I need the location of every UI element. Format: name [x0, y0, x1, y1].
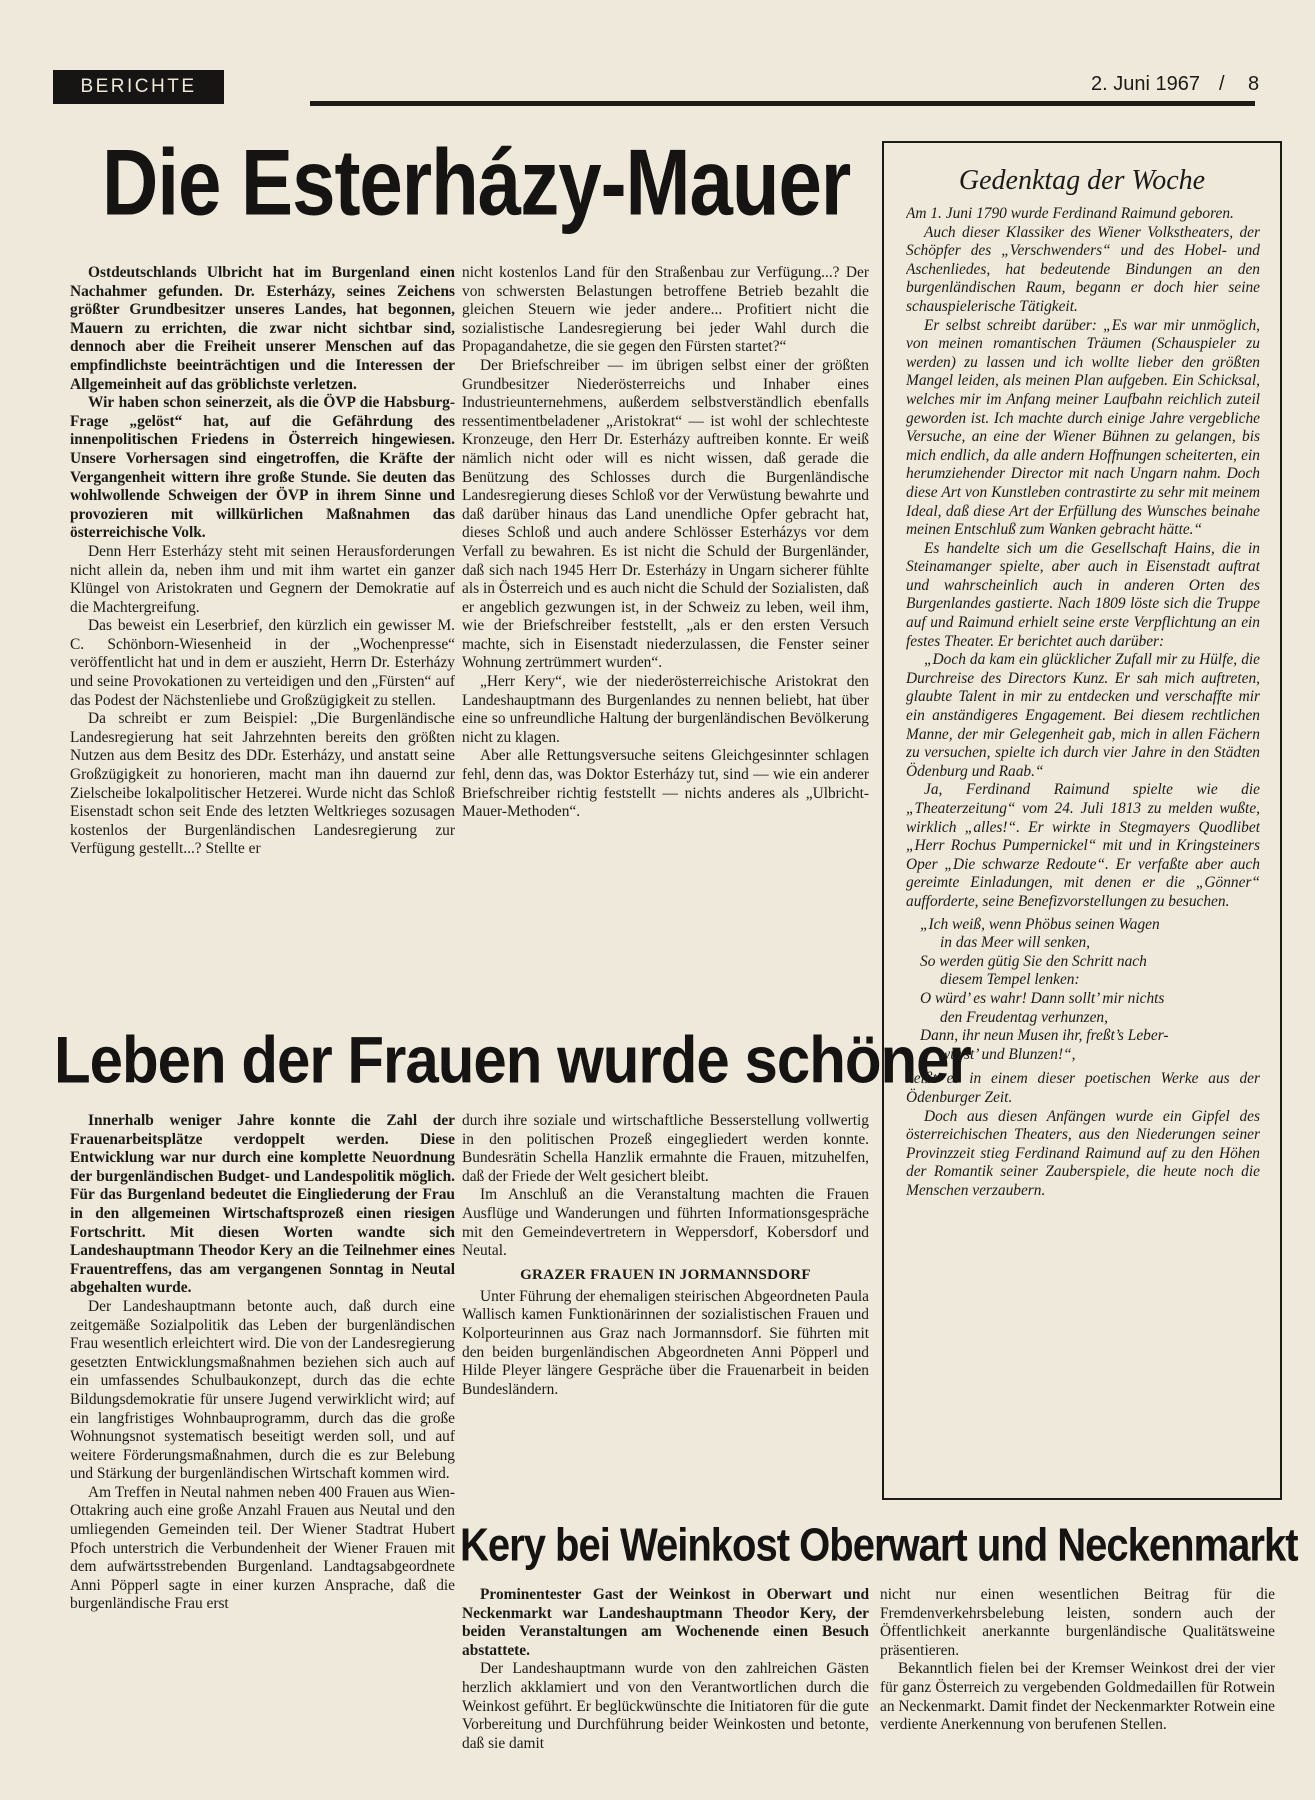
sidebar-title: Gedenktag der Woche	[958, 165, 1206, 196]
article1-lead: Ostdeutschlands Ulbricht hat im Burgenland einen Nachahmer gefunden. Dr. Esterházy, seines Zeichens größter Grundbesitzer unseres Landes, hat begonnen, Mauern zu errichten, die zwar nicht sichtbar sind, dennoch aber die Freiheit unserer Menschen auf das empfindlichste beeinträchtigen und die Interessen der Allgemeinheit auf das gröblichste verletzen.	[70, 264, 455, 393]
article1-paragraph: Denn Herr Esterházy steht mit seinen Herausforderungen nicht allein da, neben ihm und mit ihm wartet ein ganzer Klüngel von Aristokraten und Gegnern der Demokratie auf die Machtergreifung.	[70, 542, 455, 616]
article3-column-2	[880, 1586, 1275, 1786]
article3-paragraph: Der Landeshauptmann wurde von den zahlreichen Gästen herzlich akklamiert und von den Verantwortlichen durch die Weinkost geführt. Er beglückwünschte die Initiatoren für die gute Vorbereitung und Durchführung beider Weinkosten und betonte, daß sie damit	[462, 1660, 869, 1752]
article2-column-2	[462, 1112, 869, 1512]
sidebar-box	[882, 141, 1282, 1500]
poem-line: diesem Tempel lenken:	[940, 971, 1080, 989]
article1-paragraph: Aber alle Rettungsversuche seitens Gleichgesinnter schlagen fehl, denn das, was Doktor Esterházy tut, sind — wie ein anderer Briefschreiber richtig feststellt — nichts anderes als „Ulbricht-Mauer-Methoden“.	[462, 747, 869, 821]
sidebar-paragraph: Ja, Ferdinand Raimund spielte wie die „Theaterzeitung“ vom 24. Juli 1813 zu melden wußte, wirklich „alles!“. Er wirkte in Stegmayers Quodlibet „Herr Rochus Pumpernickel“ mit und in Kringsteiners Oper „Die schwarze Redoute“. Er verfaßte aber auch gereimte Einladungen, mit denen er die „Gönner“ aufforderte, seine Benefizvorstellungen zu besuchen.	[906, 781, 1260, 910]
poem-line: „Ich weiß, wenn Phöbus seinen Wagen	[920, 915, 1160, 933]
article2-lead: Innerhalb weniger Jahre konnte die Zahl der Frauenarbeitsplätze verdoppelt werden. Diese Entwicklung war nur durch eine komplette Neuordnung der burgenländischen Budget- und Landespolitik möglich. Für das Burgenland bedeutet die Eingliederung der Frau in den allgemeinen Wirtschaftsprozeß einen riesigen Fortschritt. Mit diesen Worten wandte sich Landeshauptmann Theodor Kery an die Teilnehmer eines Frauentreffens, das am vergangenen Sonntag in Neutal abgehalten wurde.	[70, 1112, 455, 1297]
sidebar-paragraph: Auch dieser Klassiker des Wiener Volkstheaters, der Schöpfer des „Verschwenders“ und des Hobel- und Aschenliedes, hat bedeutende Bindungen an den burgenländischen Raum, begann er doch hier seine schauspielerische Tätigkeit.	[906, 223, 1260, 315]
header-rule	[310, 101, 1255, 106]
poem-line: Dann, ihr neun Musen ihr, freßt’s Leber-	[920, 1027, 1169, 1045]
article3-paragraph: nicht nur einen wesentlichen Beitrag für die Fremdenverkehrsbelebung leisten, sondern auch der Öffentlichkeit anerkannte burgenländische Qualitätsweine präsentieren.	[880, 1586, 1275, 1659]
sidebar-body	[906, 205, 1260, 1490]
sidebar-paragraph: Am 1. Juni 1790 wurde Ferdinand Raimund geboren.	[906, 205, 1234, 222]
section-label: BERICHTE	[80, 76, 197, 97]
sidebar-paragraph: Doch aus diesen Anfängen wurde ein Gipfel des österreichischen Theaters, aus den Niederungen seiner Provinzzeit stieg Ferdinand Raimund auf zu den Höhen der Romantik seiner Zauberspiele, die heute noch die Menschen verzaubern.	[906, 1107, 1260, 1199]
sidebar-paragraph: „Doch da kam ein glücklicher Zufall mir zu Hülfe, die Durchreise des Directors Kunz. Er sah mich auftreten, glaubte Talent in mir zu entdecken und verschaffte mir ein anständigeres Engagement. Bei diesem rechtlichen Manne, der mir Gelegenheit gab, mich in allen Fächern zu versuchen, spielte ich durch vier Jahre in den Städten Ödenburg und Raab.“	[906, 651, 1260, 780]
article1-column-1	[70, 264, 455, 1014]
article1-column-2	[462, 264, 869, 1014]
article2-subheading: GRAZER FRAUEN IN JORMANNSDORF	[520, 1266, 811, 1283]
page-number: 8	[1248, 73, 1260, 95]
article3-column-1	[462, 1586, 869, 1786]
article2-paragraph: Im Anschluß an die Veranstaltung machten die Frauen Ausflüge und Wanderungen und führten Informationsgespräche mit den Gemeindevertretern in Weppersdorf, Kobersdorf und Neutal.	[462, 1186, 869, 1260]
article2-headline: Leben der Frauen wurde schöner	[54, 1023, 971, 1097]
article2-column-1	[70, 1112, 455, 1784]
poem-line: würst’ und Blunzen!“,	[940, 1045, 1076, 1063]
article3-paragraph: Bekanntlich fielen bei der Kremser Weinkost drei der vier für ganz Österreich zu vergebenden Goldmedaillen für Rotwein an Neckenmarkt. Damit findet der Neckenmarkter Rotwein eine verdiente Anerkennung von berufenen Stellen.	[880, 1660, 1275, 1734]
sidebar-poem	[906, 916, 1260, 1065]
issue-date: 2. Juni 1967	[1091, 73, 1200, 95]
poem-line: in das Meer will senken,	[940, 934, 1091, 952]
poem-line: den Freudentag verhunzen,	[940, 1008, 1108, 1026]
article2-paragraph: Der Landeshauptmann betonte auch, daß durch eine zeitgemäße Sozialpolitik das Leben der burgenländischen Frau wesentlich erleichtert wird. Die von der Landesregierung gesetzten Entwicklungsmaßnahmen beziehen sich auch auf ein umfassendes Schulbaukonzept, durch das die echte Bildungsdemokratie für unsere Jugend verwirklicht wird; auf ein langfristiges Wohnbauprogramm, durch das die große Wohnungsnot systematisch beseitigt werden soll, und auf weitere Förderungsmaßnahmen, durch die es zur Belebung und Stärkung der burgenländischen Wirtschaft kommen wird.	[70, 1297, 455, 1483]
article2-paragraph: Am Treffen in Neutal nahmen neben 400 Frauen aus Wien-Ottakring auch eine große Anzahl Frauen aus Neutal und den umliegenden Gemeinden teil. Der Wiener Stadtrat Hubert Pfoch unterstrich die Verbundenheit der Wiener Frauen mit dem aufwärtsstrebenden Burgenland. Landtagsabgeordnete Anni Pöpperl sagte in einer kurzen Ansprache, daß die burgenländische Frau erst	[70, 1483, 455, 1613]
article1-paragraph: Der Briefschreiber — im übrigen selbst einer der größten Grundbesitzer Niederösterreichs und Inhaber eines Industrieunternehmens, außerdem selbstverständlich ebenfalls ressentimentbeladener „Aristokrat“ — ist wohl der schlechteste Kronzeuge, den Herr Dr. Esterházy auftreiben konnte. Er weiß nämlich nicht oder will es nicht wissen, daß gerade die Benützung des Schlosses durch die Burgenländische Landesregierung dieses Schloß vor der Verwüstung bewahrte und daß darüber hinaus das Land unendliche Opfer gebracht hat, dieses Schloß und auch andere Schlösser Esterházys vor dem Verfall zu bewahren. Es ist nicht die Schuld der Burgenländer, daß sich nach 1945 Herr Dr. Esterházy in Ungarn sicherer fühlte als in Österreich und es auch nicht die Schuld der Sozialisten, daß er angeblich gezwungen ist, in der Schweiz zu leben, weil ihm, wie der Briefschreiber feststellt, „als er den ersten Versuch machte, sich in Eisenstadt niederzulassen, die Fenster seiner Wohnung zertrümmert wurden“.	[462, 356, 869, 672]
article1-paragraph: Wir haben schon seinerzeit, als die ÖVP die Habsburg-Frage „gelöst“ hat, auf die Gefährdung des innenpolitischen Friedens in Österreich hingewiesen. Unsere Vorhersagen sind eingetroffen, die Kräfte der Vergangenheit wittern ihre große Stunde. Sie deuten das wohlwollende Schweigen der ÖVP in ihrem Sinne und provozieren mit willkürlichen Maßnahmen das österreichische Volk.	[70, 394, 455, 542]
article3-headline: Kery bei Weinkost Oberwart und Neckenmarkt	[460, 1520, 1298, 1571]
article2-paragraph: durch ihre soziale und wirtschaftliche Besserstellung vollwertig in den politischen Prozeß eingegliedert werden konnte. Bundesrätin Schella Hanzlik ermahnte die Frauen, mitzuhelfen, daß der Friede der Welt gesichert bleibt.	[462, 1112, 869, 1185]
sidebar-paragraph: Er selbst schreibt darüber: „Es war mir unmöglich, von meinen romantischen Träumen (Schauspieler zu werden) zu lassen und ich wollte lieber den größten Mangel leiden, als meinen Plan aufgeben. Ein Schicksal, welches mir im Anfang meiner Laufbahn reichlich zuteil geworden ist. Ich machte durch einige Jahre vergebliche Versuche, an eine der Wiener Bühnen zu gelangen, bis mich endlich, da alle andern Hoffnungen scheiterten, ein herumziehender Director mit nach Ungarn nahm. Doch diese Art von Kunstleben contrastirte zu sehr mit meinem Ideal, daß diese Art der Erfüllung des Wunsches beinahe meinen Entschluß zum Wanken gebracht hätte.“	[906, 316, 1260, 539]
section-label-box	[53, 70, 224, 104]
sidebar-paragraph: Es handelte sich um die Gesellschaft Hains, die in Steinamanger spielte, aber auch in Eisenstadt auftrat und wahrscheinlich auch in anderen Orten des Burgenlandes gastierte. Nach 1809 löste sich die Truppe auf und Raimund erhielt seine erste Verpflichtung an ein festes Theater. Er berichtet auch darüber:	[906, 539, 1260, 650]
article1-paragraph: Da schreibt er zum Beispiel: „Die Burgenländische Landesregierung hat seit Jahrzehnten bereits den größten Nutzen aus dem Besitz des DDr. Esterházy, und anstatt seine Großzügigkeit zu honorieren, macht man ihn dauernd zur Zielscheibe lokalpolitischer Hetzerei. Wurde nicht das Schloß Eisenstadt schon seit Ende des letzten Weltkrieges sozusagen kostenlos der Burgenländischen Landesregierung zur Verfügung gestellt...? Stellte er	[70, 710, 455, 858]
article1-paragraph: Das beweist ein Leserbrief, den kürzlich ein gewisser M. C. Schönborn-Wiesenheid in der „Wochenpresse“ veröffentlicht hat und in dem er auszieht, Herrn Dr. Esterházy und seine Provokationen zu verteidigen und den „Fürsten“ auf das Podest der Nächstenliebe und Großzügigkeit zu stellen.	[70, 617, 455, 709]
poem-line: O würd’ es wahr! Dann sollt’ mir nichts	[920, 989, 1165, 1007]
page-separator: /	[1219, 73, 1225, 95]
poem-line: So werden gütig Sie den Schritt nach	[920, 952, 1147, 970]
article1-paragraph: „Herr Kery“, wie der niederösterreichische Aristokrat den Landeshauptmann des Burgenlandes zu nennen beliebt, hat über eine so unfreundliche Haltung der burgenländischen Bevölkerung nicht zu klagen.	[462, 673, 869, 746]
article1-paragraph: nicht kostenlos Land für den Straßenbau zur Verfügung...? Der von schwersten Belastungen betroffene Betrieb bezahlt die gleichen Steuern wie jeder andere... Profitiert nicht die sozialistische Landesregierung bei jeder Wahl durch die Propagandahetze, die sie gegen den Fürsten startet?“	[462, 264, 869, 356]
article2-paragraph: Unter Führung der ehemaligen steirischen Abgeordneten Paula Wallisch kamen Funktionärinnen der sozialistischen Frauen und Kolporteurinnen aus Graz nach Jormannsdorf. Sie führten mit den beiden burgenländischen Abgeordneten Anni Pöpperl und Hilde Pleyer längere Gespräche über die Frauenarbeit in beiden Bundesländern.	[462, 1287, 869, 1398]
sidebar-paragraph: heißt es in einem dieser poetischen Werke aus der Ödenburger Zeit.	[906, 1070, 1260, 1106]
article3-lead: Prominentester Gast der Weinkost in Oberwart und Neckenmarkt war Landeshauptmann Theodor Kery, der beiden Veranstaltungen am Wochenende einen Besuch abstattete.	[462, 1586, 869, 1659]
article1-headline: Die Esterházy-Mauer	[102, 129, 851, 235]
